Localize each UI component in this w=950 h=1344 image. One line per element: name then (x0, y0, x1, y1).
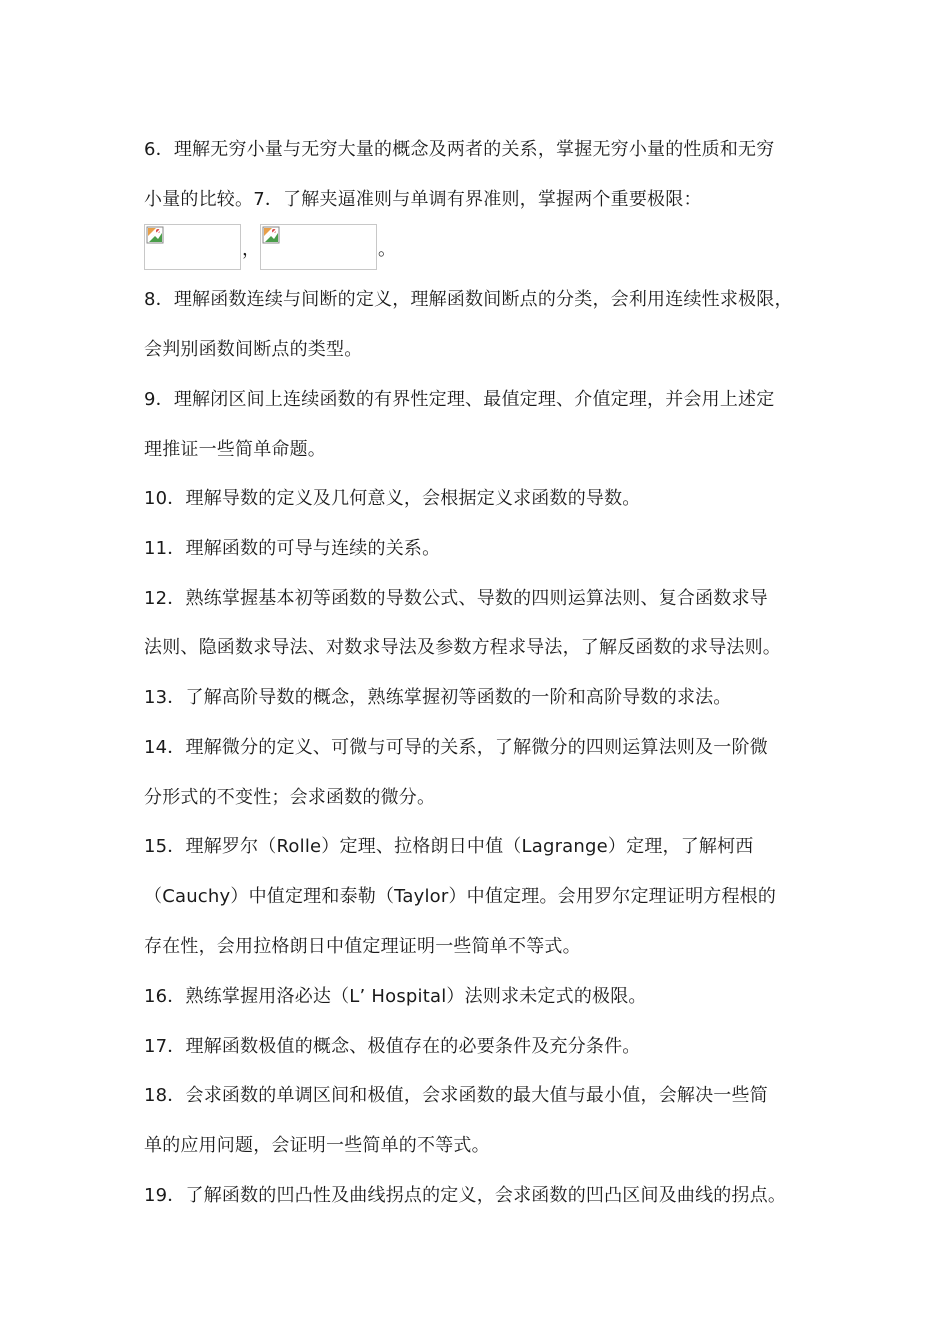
text-line: 11．理解函数的可导与连续的关系。 (144, 538, 441, 559)
text-line: 10．理解导数的定义及几何意义，会根据定义求函数的导数。 (144, 488, 641, 509)
text-line: 19．了解函数的凹凸性及曲线拐点的定义，会求函数的凹凸区间及曲线的拐点。 (144, 1185, 787, 1206)
text-line: 9．理解闭区间上连续函数的有界性定理、最值定理、介值定理，并会用上述定 (144, 389, 775, 410)
text-line: 存在性，会用拉格朗日中值定理证明一些简单不等式。 (144, 936, 581, 957)
text-line: 法则、隐函数求导法、对数求导法及参数方程求导法，了解反函数的求导法则。 (144, 637, 781, 658)
text-line: 13．了解高阶导数的概念，熟练掌握初等函数的一阶和高阶导数的求法。 (144, 687, 732, 708)
text-line: 12．熟练掌握基本初等函数的导数公式、导数的四则运算法则、复合函数求导 (144, 588, 768, 609)
text-line: 16．熟练掌握用洛必达（L’ Hospital）法则求未定式的极限。 (144, 986, 647, 1007)
formula-image-1 (144, 224, 241, 270)
formula-image-2 (260, 224, 377, 270)
text-line: 8．理解函数连续与间断的定义，理解函数间断点的分类，会利用连续性求极限， (144, 289, 793, 310)
text-line: 分形式的不变性；会求函数的微分。 (144, 787, 436, 808)
broken-image-icon (146, 226, 164, 244)
text-line: 会判别函数间断点的类型。 (144, 339, 363, 360)
limit-formula-row (144, 224, 544, 274)
text-line: 单的应用问题，会证明一些简单的不等式。 (144, 1135, 490, 1156)
text-line: 理推证一些简单命题。 (144, 439, 326, 460)
text-line: 18．会求函数的单调区间和极值，会求函数的最大值与最小值，会解决一些简 (144, 1085, 768, 1106)
text-line: 15．理解罗尔（Rolle）定理、拉格朗日中值（Lagrange）定理，了解柯西 (144, 836, 754, 857)
end-period: 。 (378, 239, 396, 260)
separator-comma: ， (242, 239, 260, 260)
text-line: 17．理解函数极值的概念、极值存在的必要条件及充分条件。 (144, 1036, 641, 1057)
text-line: 14．理解微分的定义、可微与可导的关系，了解微分的四则运算法则及一阶微 (144, 737, 768, 758)
broken-image-icon (262, 226, 280, 244)
text-line: （Cauchy）中值定理和泰勒（Taylor）中值定理。会用罗尔定理证明方程根的 (144, 886, 777, 907)
text-line: 小量的比较。7．了解夹逼准则与单调有界准则，掌握两个重要极限： (144, 189, 702, 210)
text-line: 6．理解无穷小量与无穷大量的概念及两者的关系，掌握无穷小量的性质和无穷 (144, 139, 775, 160)
